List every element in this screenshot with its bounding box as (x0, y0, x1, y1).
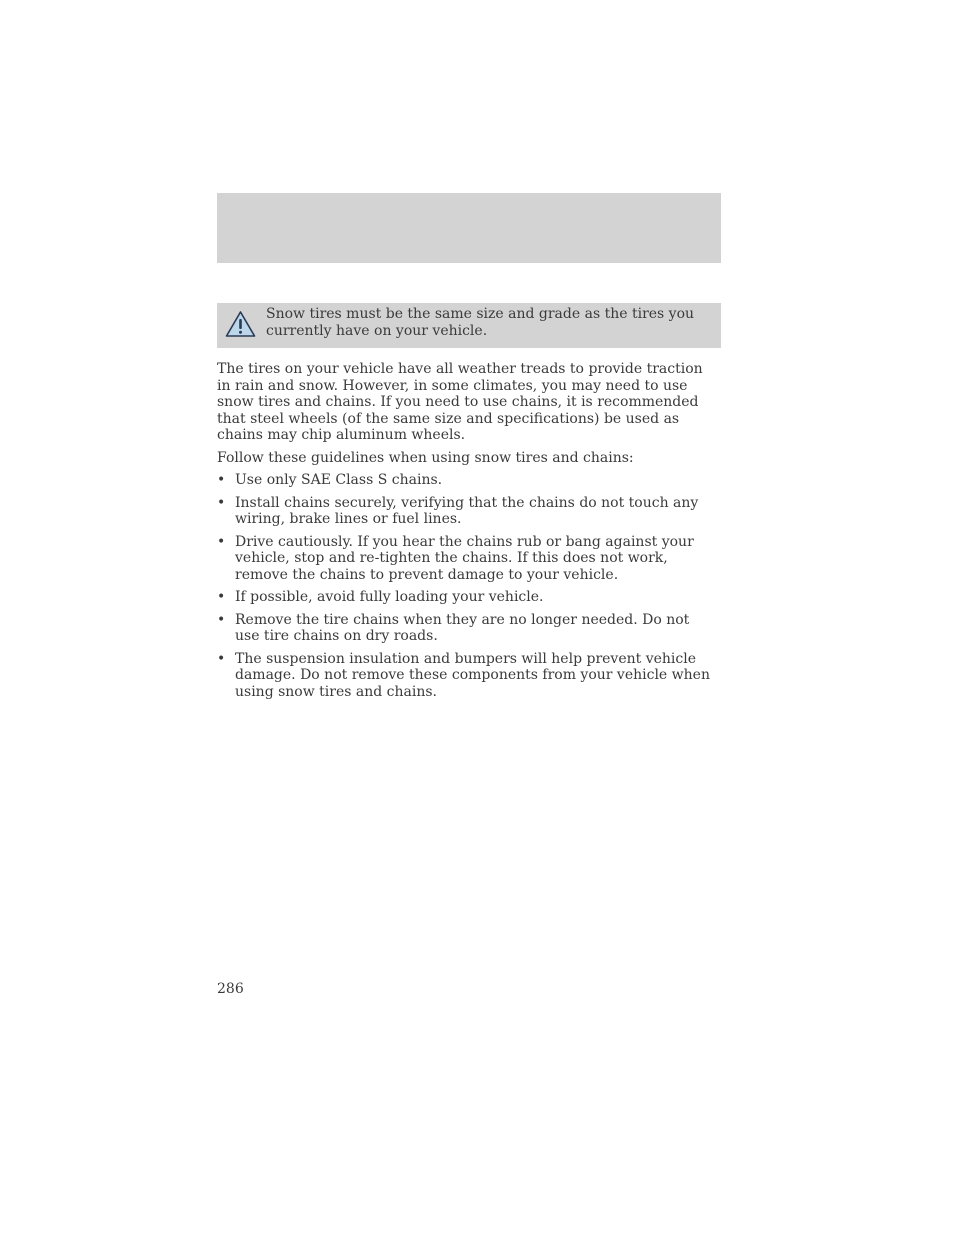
bullet-icon: • (217, 472, 226, 488)
list-item (217, 495, 717, 528)
list-item (217, 651, 717, 701)
list-item-text: Use only SAE Class S chains. (235, 472, 443, 488)
intro-paragraph: The tires on your vehicle have all weather treads to provide traction in rain and snow. However, in some climates, you may need to use snow tires and chains. If you need to use chains, it is recommended that steel wheels (of the same size and specifications) be used as chains may chip aluminum wheels. (217, 361, 703, 443)
section-header-band (217, 193, 721, 263)
list-item-text: Drive cautiously. If you hear the chains rub or bang against your vehicle, stop and re-tighten the chains. If this does not work, remove the chains to prevent damage to your vehicle. (235, 533, 694, 583)
bullet-icon: • (217, 589, 226, 605)
list-item (217, 589, 717, 606)
bullet-icon: • (217, 494, 226, 511)
list-item-text: The suspension insulation and bumpers will help prevent vehicle damage. Do not remove these components from your vehicle when using snow tires and chains. (235, 650, 710, 700)
list-item (217, 534, 717, 584)
bullet-icon: • (217, 650, 226, 667)
warning-triangle-icon (225, 310, 256, 338)
warning-text: Snow tires must be the same size and grade as the tires you currently have on your vehicle. (266, 306, 695, 339)
warning-box (217, 303, 721, 348)
list-item-text: Remove the tire chains when they are no longer needed. Do not use tire chains on dry roads. (235, 611, 690, 644)
guidelines-list (217, 472, 717, 700)
list-item (217, 472, 717, 489)
list-item-text: If possible, avoid fully loading your vehicle. (235, 589, 544, 605)
list-item-text: Install chains securely, verifying that the chains do not touch any wiring, brake lines or fuel lines. (235, 494, 699, 527)
guidelines-intro: Follow these guidelines when using snow tires and chains: (217, 449, 634, 466)
page-number: 286 (217, 981, 244, 997)
bullet-icon: • (217, 611, 226, 628)
body-content (217, 361, 717, 706)
bullet-icon: • (217, 533, 226, 550)
list-item (217, 612, 717, 645)
